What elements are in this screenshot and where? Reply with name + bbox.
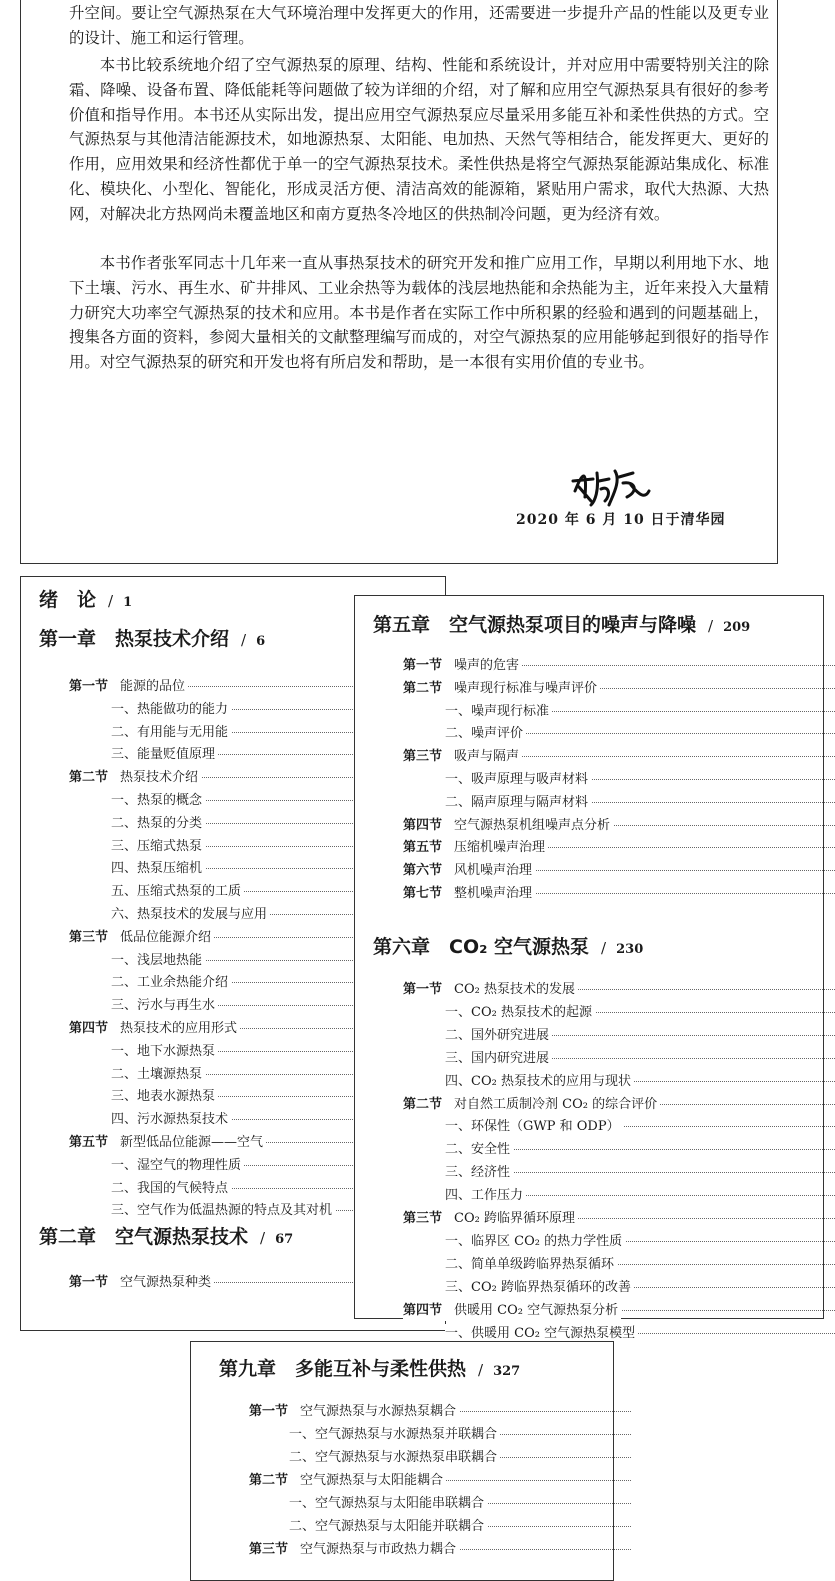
- subsection-title: 一、临界区 CO₂ 的热力学性质: [445, 1233, 623, 1249]
- section-label: 第二节: [249, 1473, 289, 1488]
- toc-item: [249, 1540, 459, 1560]
- subsection-title: 四、CO₂ 热泵技术的应用与现状: [445, 1073, 631, 1089]
- toc-item: [111, 973, 231, 993]
- toc-item: [289, 1425, 500, 1445]
- subsection-title: 四、污水源热泵技术: [111, 1112, 229, 1128]
- section-title: 空气源热泵与市政热力耦合: [300, 1542, 457, 1557]
- section-label: 第四节: [403, 817, 443, 833]
- chapter-6-page: 230: [616, 942, 644, 957]
- section-title: CO₂ 跨临界循环原理: [454, 1211, 575, 1226]
- chapter-1-page: 6: [256, 634, 266, 649]
- toc-item: [289, 1517, 487, 1537]
- section-title: 热泵技术介绍: [120, 770, 199, 786]
- toc-item: [111, 1087, 218, 1107]
- intro-page: 1: [123, 595, 133, 610]
- toc-item: [445, 770, 591, 790]
- toc-item: [69, 928, 214, 948]
- section-title: 整机噪声治理: [454, 886, 533, 901]
- preface-paragraph-1: 本书比较系统地介绍了空气源热泵的原理、结构、性能和系统设计，并对应用中需要特别关注的除霜、降噪、设备布置、降低能耗等问题做了较为详细的介绍，对了解和应用空气源热泵具有很好的参考价值和指导作用。本书还从实际出发，提出应用空气源热泵应尽量采用多能互补和柔性供热的方式。空气源热泵与其他清洁能源技术，如地源热泵、太阳能、电加热、天然气等相结合，能发挥更大、更好的作用，应用效果和经济性都优于单一的空气源热泵技术。柔性供热是将空气源热泵能源站集成化、标准化、模块化、小型化、智能化，形成灵活方便、清洁高效的能源箱，紧贴用户需求，取代大热源、大热网，对解决北方热网尚未覆盖地区和南方夏热冬冷地区的供热制冷问题，更为经济有效。: [69, 56, 769, 223]
- subsection-title: 一、地下水源热泵: [111, 1043, 216, 1059]
- toc-item: [289, 1448, 500, 1468]
- subsection-title: 六、热泵技术的发展与应用: [111, 907, 268, 922]
- subsection-title: 三、国内研究进展: [445, 1050, 550, 1066]
- section-title: 风机噪声治理: [454, 863, 533, 879]
- chapter-2-title: 第二章 空气源热泵技术: [39, 1226, 249, 1248]
- section-label: 第一节: [69, 1275, 109, 1290]
- toc-item: [445, 702, 552, 722]
- chapter-1-title: 第一章 热泵技术介绍: [39, 628, 230, 650]
- section-title: 低品位能源介绍: [120, 929, 212, 945]
- toc-item: [249, 1471, 446, 1491]
- subsection-title: 三、经济性: [445, 1165, 511, 1181]
- subsection-title: 二、有用能与无用能: [111, 724, 229, 740]
- section-label: 第二节: [403, 680, 443, 696]
- section-title: 空气源热泵机组噪声点分析: [454, 817, 611, 833]
- intro-title: 绪 论: [39, 589, 97, 611]
- subsection-title: 三、压缩式热泵: [111, 838, 203, 854]
- chapter-6-heading: 第六章 CO₂ 空气源热泵 / 230: [373, 936, 644, 958]
- toc-item: [69, 1019, 240, 1039]
- preface-page: [20, 0, 778, 564]
- subsection-title: 一、供暖用 CO₂ 空气源热泵模型: [445, 1325, 636, 1341]
- section-title: 对自然工质制冷剂 CO₂ 的综合评价: [454, 1096, 658, 1112]
- toc-item: [445, 1232, 625, 1252]
- subsection-title: 三、CO₂ 跨临界热泵循环的改善: [445, 1279, 631, 1295]
- toc-item: [69, 1273, 214, 1293]
- toc-item: [445, 1140, 513, 1160]
- subsection-title: 二、空气源热泵与水源热泵串联耦合: [289, 1450, 498, 1465]
- toc-item: [445, 1186, 526, 1206]
- section-label: 第三节: [403, 1211, 443, 1226]
- toc-item: [111, 1179, 231, 1199]
- subsection-title: 二、简单单级跨临界热泵循环: [445, 1256, 615, 1272]
- section-label: 第一节: [403, 658, 443, 673]
- toc-item: [445, 1163, 513, 1183]
- toc-item: [403, 884, 535, 904]
- chapter-9-page: 327: [493, 1364, 521, 1379]
- subsection-title: 二、噪声评价: [445, 726, 524, 742]
- subsection-title: 一、空气源热泵与太阳能串联耦合: [289, 1496, 485, 1511]
- chapter-9-heading: 第九章 多能互补与柔性供热 / 327: [219, 1358, 521, 1380]
- section-title: 供暖用 CO₂ 空气源热泵分析: [454, 1302, 619, 1318]
- section-title: 吸声与隔声: [454, 749, 520, 765]
- section-label: 第三节: [403, 749, 443, 765]
- toc-item: [403, 1301, 621, 1321]
- section-title: 热泵技术的应用形式: [120, 1021, 238, 1036]
- section-label: 第一节: [249, 1404, 289, 1419]
- toc-item: [403, 838, 548, 858]
- section-title: 空气源热泵与水源热泵耦合: [300, 1404, 457, 1419]
- toc-item: [111, 700, 231, 720]
- section-label: 第三节: [249, 1542, 289, 1557]
- subsection-title: 一、空气源热泵与水源热泵并联耦合: [289, 1427, 498, 1442]
- section-label: 第四节: [403, 1302, 443, 1318]
- toc-item: [445, 1003, 595, 1023]
- toc-item: [111, 859, 205, 879]
- toc-item: [403, 679, 600, 699]
- subsection-title: 二、热泵的分类: [111, 815, 203, 831]
- toc-item: [111, 951, 205, 971]
- subsection-title: 一、湿空气的物理性质: [111, 1157, 242, 1173]
- toc-item: [289, 1494, 487, 1514]
- subsection-title: 二、国外研究进展: [445, 1027, 550, 1043]
- subsection-title: 一、CO₂ 热泵技术的起源: [445, 1004, 592, 1020]
- section-label: 第二节: [403, 1096, 443, 1112]
- toc-item: [403, 1209, 578, 1229]
- intro-heading: 绪 论 / 1: [39, 589, 133, 611]
- subsection-title: 二、土壤源热泵: [111, 1066, 203, 1082]
- section-label: 第二节: [69, 770, 109, 786]
- section-label: 第五节: [403, 840, 443, 856]
- toc-item: [445, 793, 591, 813]
- subsection-title: 四、工作压力: [445, 1188, 524, 1204]
- subsection-title: 二、工业余热能介绍: [111, 975, 229, 991]
- chapter-5-title: 第五章 空气源热泵项目的噪声与降噪: [373, 614, 697, 636]
- toc-item: [111, 837, 205, 857]
- subsection-title: 一、吸声原理与吸声材料: [445, 772, 589, 787]
- toc-item: [403, 816, 613, 836]
- toc-item: [111, 1201, 335, 1221]
- subsection-title: 二、安全性: [445, 1142, 511, 1158]
- toc-item: [403, 1095, 660, 1115]
- toc-item: [69, 1133, 266, 1153]
- toc-item: [111, 745, 218, 765]
- toc-page-bottom: [190, 1341, 614, 1581]
- section-label: 第一节: [69, 679, 109, 694]
- section-title: 噪声的危害: [454, 658, 520, 673]
- toc-item: [111, 882, 244, 902]
- toc-item: [445, 1278, 634, 1298]
- toc-item: [111, 1065, 205, 1085]
- section-label: 第一节: [403, 982, 443, 997]
- toc-item: [69, 768, 201, 788]
- toc-item: [403, 656, 522, 676]
- preface-paragraph-top: 升空间。要让空气源热泵在大气环境治理中发挥更大的作用，还需要进一步提升产品的性能以及更专业的设计、施工和运行管理。: [69, 4, 769, 47]
- toc-item: [111, 1110, 231, 1130]
- subsection-title: 三、地表水源热泵: [111, 1089, 216, 1105]
- handwritten-signature: [569, 461, 653, 509]
- subsection-title: 一、环保性（GWP 和 ODP）: [445, 1119, 620, 1135]
- toc-item: [111, 1042, 218, 1062]
- chapter-1-heading: 第一章 热泵技术介绍 / 6: [39, 628, 266, 650]
- toc-item: [445, 1072, 634, 1092]
- section-title: CO₂ 热泵技术的发展: [454, 982, 575, 997]
- subsection-title: 三、能量贬值原理: [111, 747, 216, 763]
- subsection-title: 四、热泵压缩机: [111, 861, 203, 877]
- toc-item: [111, 723, 231, 743]
- section-title: 空气源热泵种类: [120, 1275, 212, 1290]
- toc-item: [111, 996, 218, 1016]
- chapter-5-page: 209: [723, 620, 751, 635]
- section-title: 能源的品位: [120, 679, 186, 694]
- subsection-title: 五、压缩式热泵的工质: [111, 884, 242, 900]
- subsection-title: 三、空气作为低温热源的特点及其对机: [111, 1203, 333, 1219]
- toc-item: [403, 861, 535, 881]
- preface-paragraph-2: 本书作者张军同志十几年来一直从事热泵技术的研究开发和推广应用工作，早期以利用地下水、地下土壤、污水、再生水、矿井排风、工业余热等为载体的浅层地热能和余热能为主，近年来投入大量精力研究大功率空气源热泵的技术和应用。本书是作者在实际工作中所积累的经验和遇到的问题基础上，搜集各方面的资料，参阅大量相关的文献整理编写而成的，对空气源热泵的应用能够起到很好的指导作用。对空气源热泵的研究和开发也将有所启发和帮助，是一本很有实用价值的专业书。: [69, 254, 769, 372]
- section-label: 第七节: [403, 886, 443, 901]
- toc-item: [445, 1026, 552, 1046]
- subsection-title: 一、热泵的概念: [111, 793, 203, 808]
- toc-item: [111, 1156, 244, 1176]
- subsection-title: 一、噪声现行标准: [445, 703, 550, 719]
- subsection-title: 三、污水与再生水: [111, 998, 216, 1014]
- chapter-2-heading: 第二章 空气源热泵技术 / 67: [39, 1226, 294, 1248]
- chapter-2-page: 67: [275, 1232, 294, 1247]
- chapter-6-title: 第六章 CO₂ 空气源热泵: [373, 936, 590, 958]
- toc-item: [111, 905, 270, 925]
- preface-date: 2020 年 6 月 10 日于清华园: [516, 512, 726, 528]
- toc-item: [403, 980, 578, 1000]
- chapter-9-title: 第九章 多能互补与柔性供热: [219, 1358, 467, 1380]
- section-label: 第五节: [69, 1135, 109, 1150]
- section-title: 压缩机噪声治理: [454, 840, 546, 856]
- chapter-5-heading: 第五章 空气源热泵项目的噪声与降噪 / 209: [373, 614, 751, 636]
- section-title: 新型低品位能源——空气: [120, 1135, 264, 1150]
- subsection-title: 二、隔声原理与隔声材料: [445, 794, 589, 810]
- toc-item: [249, 1402, 459, 1422]
- toc-item: [445, 1255, 617, 1275]
- subsection-title: 二、空气源热泵与太阳能并联耦合: [289, 1519, 485, 1534]
- toc-item: [69, 677, 188, 697]
- section-label: 第四节: [69, 1021, 109, 1036]
- section-label: 第三节: [69, 929, 109, 945]
- toc-item: [445, 1049, 552, 1069]
- section-title: 噪声现行标准与噪声评价: [454, 680, 598, 696]
- section-title: 空气源热泵与太阳能耦合: [300, 1473, 444, 1488]
- toc-item: [445, 724, 526, 744]
- toc-item: [111, 814, 205, 834]
- section-label: 第六节: [403, 863, 443, 879]
- toc-item: [445, 1117, 623, 1137]
- toc-item: [111, 791, 205, 811]
- toc-page-right: [354, 595, 824, 1341]
- toc-item: [403, 747, 522, 767]
- subsection-title: 一、浅层地热能: [111, 952, 203, 968]
- subsection-title: 一、热能做功的能力: [111, 701, 229, 717]
- subsection-title: 二、我国的气候特点: [111, 1180, 229, 1196]
